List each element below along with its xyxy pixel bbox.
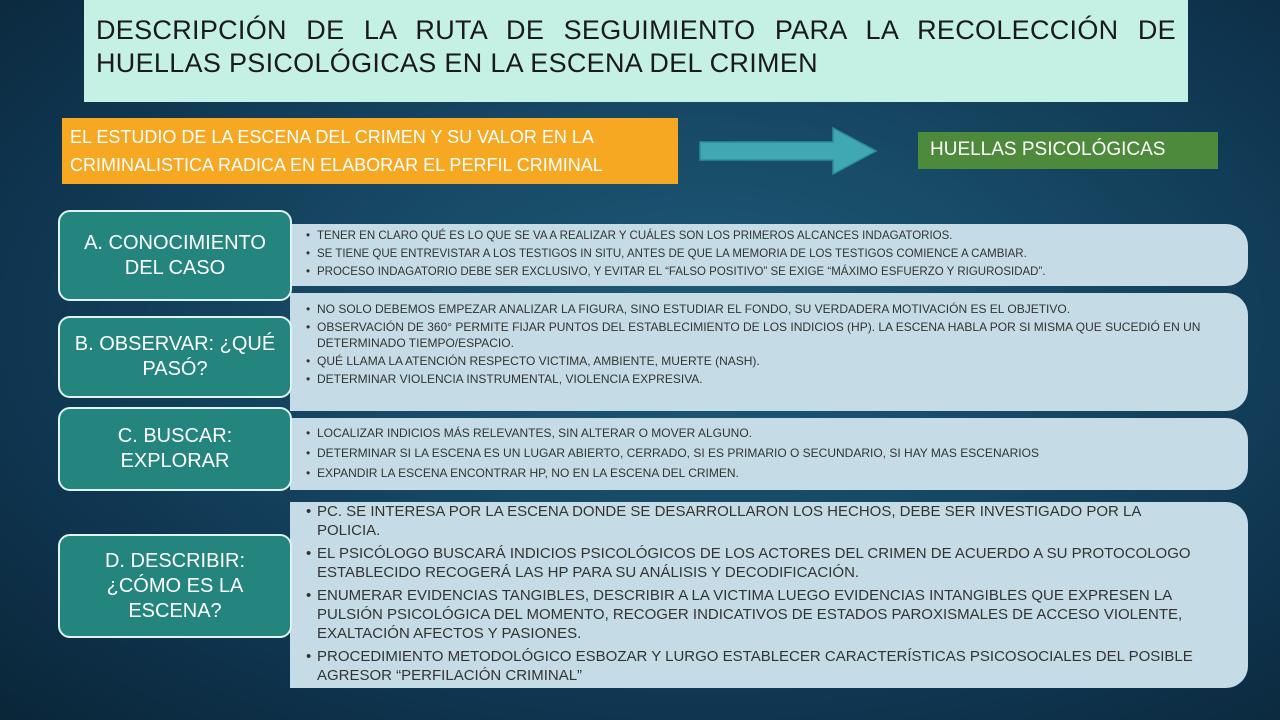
- list-item: • NO SOLO DEBEMOS EMPEZAR ANALIZAR LA FIGURA, SINO ESTUDIAR EL FONDO, SU VERDADERA MOTIVACIÓN ES EL OBJETIVO.: [304, 301, 1240, 317]
- step-b-label: [58, 316, 292, 398]
- list-item: • TENER EN CLARO QUÉ ES LO QUE SE VA A REALIZAR Y CUÁLES SON LOS PRIMEROS ALCANCES INDAGATORIOS.: [304, 227, 1240, 245]
- list-item: • OBSERVACIÓN DE 360° PERMITE FIJAR PUNTOS DEL ESTABLECIMIENTO DE LOS INDICIOS (HP). LA ESCENA HABLA POR SI MISMA QUE SUCEDIÓ EN UN DETERMINADO TIEMPO/ESPACIO.: [304, 319, 1240, 351]
- step-b-label-text: B. OBSERVAR: ¿QUÉ PASÓ?: [74, 333, 276, 380]
- list-item: • PROCESO INDAGATORIO DEBE SER EXCLUSIVO, Y EVITAR EL “FALSO POSITIVO” SE EXIGE “MÁXIMO ESFUERZO Y RIGUROSIDAD”.: [304, 263, 1240, 281]
- intro-box: EL ESTUDIO DE LA ESCENA DEL CRIMEN Y SU VALOR EN LA CRIMINALISTICA RADICA EN ELABORAR EL PERFIL CRIMINAL: [62, 118, 678, 184]
- step-c-label: [58, 407, 292, 491]
- step-d-label-text: D. DESCRIBIR: ¿CÓMO ES LA ESCENA?: [104, 549, 246, 622]
- list-item: • ENUMERAR EVIDENCIAS TANGIBLES, DESCRIBIR A LA VICTIMA LUEGO EVIDENCIAS INTANGIBLES QUE EXPRESEN LA PULSIÓN PSICOLÓGICA DEL MOMENTO, RECOGER INDICATIVOS DE ESTADOS PAROXISMALES DE ACCESO VIOLENTE, EXALTACIÓN AFECTOS Y PASIONES.: [304, 586, 1208, 643]
- list-item: • LOCALIZAR INDICIOS MÁS RELEVANTES, SIN ALTERAR O MOVER ALGUNO.: [304, 423, 1240, 443]
- list-item: • SE TIENE QUE ENTREVISTAR A LOS TESTIGOS IN SITU, ANTES DE QUE LA MEMORIA DE LOS TESTIGOS COMIENCE A CAMBIAR.: [304, 245, 1240, 263]
- step-d-label: [58, 534, 292, 638]
- list-item: • EL PSICÓLOGO BUSCARÁ INDICIOS PSICOLÓGICOS DE LOS ACTORES DEL CRIMEN DE ACUERDO A SU PROTOCOLOGO ESTABLECIDO RECOGERÁ LAS HP PARA SU ANÁLISIS Y DECODIFICACIÓN.: [304, 544, 1208, 582]
- step-b-details: [290, 293, 1248, 411]
- list-item: • PC. SE INTERESA POR LA ESCENA DONDE SE DESARROLLARON LOS HECHOS, DEBE SER INVESTIGADO POR LA POLICIA.: [304, 502, 1208, 540]
- step-a-label-text: A. CONOCIMIENTO DEL CASO: [84, 231, 266, 279]
- list-item: • DETERMINAR SI LA ESCENA ES UN LUGAR ABIERTO, CERRADO, SI ES PRIMARIO O SECUNDARIO, SI HAY MAS ESCENARIOS: [304, 443, 1240, 463]
- list-item: • PROCEDIMIENTO METODOLÓGICO ESBOZAR Y LURGO ESTABLECER CARACTERÍSTICAS PSICOSOCIALES DEL POSIBLE AGRESOR “PERFILACIÓN CRIMINAL”: [304, 647, 1208, 685]
- list-item: • EXPANDIR LA ESCENA ENCONTRAR HP, NO EN LA ESCENA DEL CRIMEN.: [304, 463, 1240, 483]
- result-box: HUELLAS PSICOLÓGICAS: [918, 132, 1218, 169]
- step-a-details: [290, 224, 1248, 286]
- list-item: • QUÉ LLAMA LA ATENCIÓN RESPECTO VICTIMA, AMBIENTE, MUERTE (NASH).: [304, 353, 1240, 369]
- step-a-label: [58, 210, 292, 301]
- right-arrow-icon: [698, 125, 880, 177]
- list-item: • DETERMINAR VIOLENCIA INSTRUMENTAL, VIOLENCIA EXPRESIVA.: [304, 371, 1240, 387]
- step-c-details: [290, 418, 1248, 490]
- slide-title: DESCRIPCIÓN DE LA RUTA DE SEGUIMIENTO PARA LA RECOLECCIÓN DE HUELLAS PSICOLÓGICAS EN LA ESCENA DEL CRIMEN: [84, 0, 1188, 102]
- step-d-details: [290, 502, 1248, 688]
- step-c-label-text: C. BUSCAR: EXPLORAR: [117, 425, 233, 472]
